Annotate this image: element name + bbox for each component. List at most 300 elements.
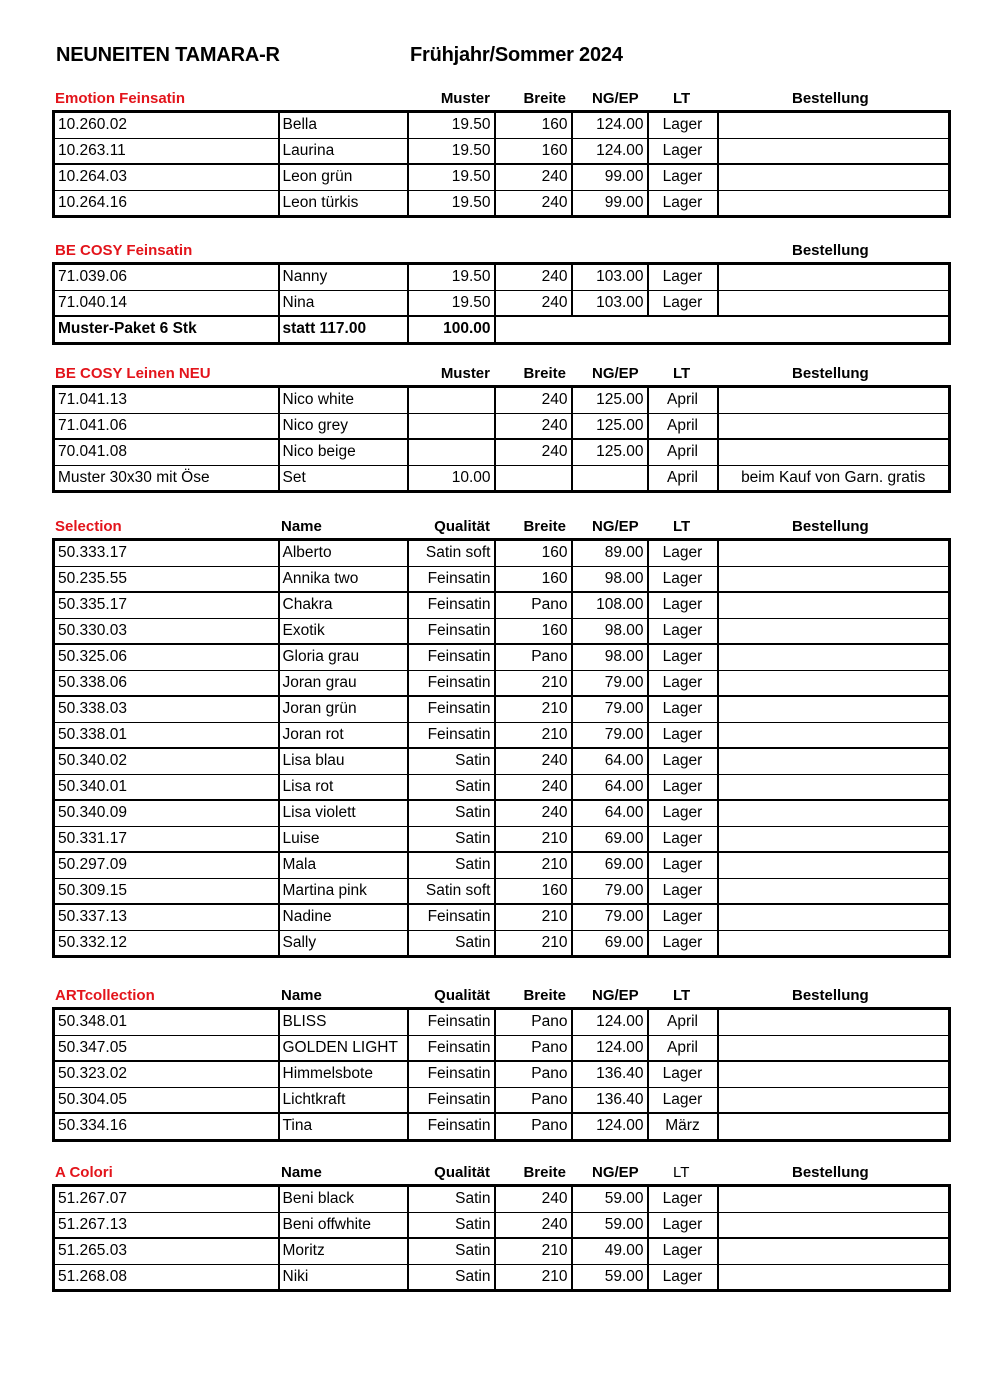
table-row — [54, 540, 950, 567]
article-number: 50.332.12 — [54, 930, 279, 957]
product-name: Lisa blau — [279, 748, 408, 774]
category-title: BE COSY Feinsatin — [55, 242, 193, 259]
column-header-price: NG/EP — [592, 1164, 639, 1181]
order-cell[interactable] — [718, 1009, 950, 1036]
quality-or-sample: 19.50 — [408, 164, 495, 190]
width: 160 — [495, 618, 572, 644]
delivery-time: Lager — [648, 1212, 718, 1238]
column-header-lt: LT — [673, 987, 691, 1004]
article-number: 51.268.08 — [54, 1264, 279, 1291]
quality-or-sample: Satin — [408, 774, 495, 800]
price: 79.00 — [572, 722, 648, 748]
price: 124.00 — [572, 1035, 648, 1061]
quality-or-sample: Satin — [408, 852, 495, 878]
category-title: Selection — [55, 518, 122, 535]
delivery-time: Lager — [648, 826, 718, 852]
table-row — [54, 670, 950, 696]
table-row — [54, 1035, 950, 1061]
column-header-width: Breite — [523, 987, 566, 1004]
width: 240 — [495, 387, 572, 414]
article-number: 50.235.55 — [54, 566, 279, 592]
quality-or-sample: Satin — [408, 800, 495, 826]
price: 89.00 — [572, 540, 648, 567]
column-header-quality: Muster — [440, 90, 490, 107]
order-cell[interactable]: beim Kauf von Garn. gratis — [718, 465, 950, 492]
order-cell[interactable] — [718, 439, 950, 465]
product-name: Himmelsbote — [279, 1061, 408, 1087]
width: 240 — [495, 800, 572, 826]
quality-or-sample: 19.50 — [408, 190, 495, 217]
price: 64.00 — [572, 748, 648, 774]
article-number: 70.041.08 — [54, 439, 279, 465]
column-header-lt: LT — [673, 365, 691, 382]
order-cell[interactable] — [718, 800, 950, 826]
price: 79.00 — [572, 670, 648, 696]
delivery-time: Lager — [648, 696, 718, 722]
delivery-time: Lager — [648, 164, 718, 190]
column-header-width: Breite — [523, 365, 566, 382]
article-number: 50.348.01 — [58, 1013, 127, 1031]
table-row — [54, 112, 950, 139]
table-row — [54, 592, 950, 618]
article-number: 50.309.15 — [54, 878, 279, 904]
quality-or-sample: Feinsatin — [408, 1087, 495, 1113]
article-number: 10.264.03 — [54, 164, 279, 190]
table-row — [54, 164, 950, 190]
product-name: Gloria grau — [279, 644, 408, 670]
column-header-name: Name — [281, 518, 322, 535]
product-name: Nanny — [279, 264, 408, 291]
product-name: Bella — [279, 112, 408, 139]
table-row — [54, 800, 950, 826]
order-cell[interactable] — [718, 540, 950, 567]
width: 210 — [495, 696, 572, 722]
section-header — [52, 361, 948, 385]
column-header-quality: Muster — [440, 365, 490, 382]
price: 64.00 — [572, 774, 648, 800]
quality-or-sample — [408, 387, 495, 414]
delivery-time: April — [648, 439, 718, 465]
product-name: Alberto — [279, 540, 408, 567]
product-name: Lisa violett — [279, 800, 408, 826]
article-number: 50.331.17 — [54, 826, 279, 852]
article-number: 10.260.02 — [58, 116, 127, 134]
quality-or-sample: Feinsatin — [408, 1113, 495, 1140]
table-row — [54, 1009, 950, 1036]
column-header-lt: LT — [673, 1164, 690, 1181]
column-header-name: Name — [281, 1164, 322, 1181]
product-table — [52, 1007, 951, 1142]
section-be-cosy-feinsatin — [52, 238, 948, 345]
article-number: 50.340.01 — [54, 774, 279, 800]
product-table — [52, 385, 951, 493]
price: 99.00 — [572, 190, 648, 217]
product-name: BLISS — [279, 1009, 408, 1036]
order-cell[interactable] — [718, 1186, 950, 1213]
order-cell[interactable] — [718, 112, 950, 139]
table-row — [54, 264, 950, 291]
delivery-time: Lager — [648, 112, 718, 139]
table-row — [54, 748, 950, 774]
width: 210 — [495, 670, 572, 696]
table-row — [54, 290, 950, 316]
section-header — [52, 238, 948, 262]
article-number: 51.265.03 — [54, 1238, 279, 1264]
table-row — [54, 1186, 950, 1213]
order-cell[interactable] — [718, 592, 950, 618]
article-number: 50.334.16 — [54, 1113, 279, 1140]
order-cell[interactable] — [718, 1238, 950, 1264]
order-cell[interactable] — [718, 138, 950, 164]
price: 103.00 — [572, 264, 648, 291]
table-row — [54, 826, 950, 852]
delivery-time: Lager — [648, 290, 718, 316]
product-table — [52, 538, 951, 958]
width: 240 — [495, 290, 572, 316]
delivery-time: Lager — [648, 774, 718, 800]
delivery-time: Lager — [648, 800, 718, 826]
order-cell[interactable] — [718, 722, 950, 748]
price: 98.00 — [572, 644, 648, 670]
product-name: Tina — [279, 1113, 408, 1140]
product-name: Leon grün — [279, 164, 408, 190]
article-number: 50.335.17 — [54, 592, 279, 618]
column-header-order: Bestellung — [792, 518, 869, 535]
package-label: Muster-Paket 6 Stk — [54, 316, 279, 343]
width: 240 — [495, 190, 572, 217]
order-cell[interactable] — [718, 904, 950, 930]
section-header — [52, 86, 948, 110]
delivery-time: Lager — [648, 566, 718, 592]
order-cell[interactable] — [718, 413, 950, 439]
table-row — [54, 413, 950, 439]
product-name: Joran rot — [279, 722, 408, 748]
price: 79.00 — [572, 904, 648, 930]
article-number: 50.338.06 — [54, 670, 279, 696]
product-name: Mala — [279, 852, 408, 878]
order-cell[interactable] — [718, 290, 950, 316]
delivery-time: Lager — [648, 1061, 718, 1087]
price: 79.00 — [572, 696, 648, 722]
product-name: Niki — [279, 1264, 408, 1291]
width: 240 — [495, 439, 572, 465]
table-row — [54, 1113, 950, 1140]
section-be-cosy-leinen-neu — [52, 361, 948, 493]
product-table — [52, 110, 951, 218]
quality-or-sample: Feinsatin — [408, 670, 495, 696]
article-number: 50.338.03 — [54, 696, 279, 722]
order-cell[interactable] — [718, 264, 950, 291]
order-cell[interactable] — [718, 826, 950, 852]
article-number: 71.041.06 — [54, 413, 279, 439]
delivery-time: Lager — [648, 264, 718, 291]
delivery-time: Lager — [648, 852, 718, 878]
price: 124.00 — [572, 138, 648, 164]
quality-or-sample: Feinsatin — [408, 696, 495, 722]
quality-or-sample: Feinsatin — [408, 644, 495, 670]
article-number: 50.340.09 — [54, 800, 279, 826]
article-number: 50.330.03 — [54, 618, 279, 644]
order-cell[interactable] — [718, 1264, 950, 1291]
order-cell[interactable] — [718, 1035, 950, 1061]
price: 125.00 — [572, 439, 648, 465]
price: 136.40 — [572, 1087, 648, 1113]
price: 124.00 — [572, 1113, 648, 1140]
quality-or-sample: Feinsatin — [408, 1009, 495, 1036]
order-cell[interactable] — [718, 1113, 950, 1140]
table-row — [54, 904, 950, 930]
price: 69.00 — [572, 826, 648, 852]
quality-or-sample: 10.00 — [408, 465, 495, 492]
product-name: Joran grün — [279, 696, 408, 722]
order-cell[interactable] — [718, 930, 950, 957]
delivery-time: Lager — [648, 722, 718, 748]
order-cell[interactable] — [718, 852, 950, 878]
product-name: Nico beige — [279, 439, 408, 465]
product-name: Annika two — [279, 566, 408, 592]
price: 136.40 — [572, 1061, 648, 1087]
width: 210 — [495, 904, 572, 930]
width: 210 — [495, 1264, 572, 1291]
width: Pano — [495, 1113, 572, 1140]
width: 240 — [495, 164, 572, 190]
product-name: Joran grau — [279, 670, 408, 696]
quality-or-sample: Satin — [408, 1212, 495, 1238]
width: Pano — [495, 592, 572, 618]
product-name: Martina pink — [279, 878, 408, 904]
order-cell[interactable] — [718, 1061, 950, 1087]
price: 59.00 — [572, 1264, 648, 1291]
product-name: Lisa rot — [279, 774, 408, 800]
width: 240 — [495, 1212, 572, 1238]
column-header-lt: LT — [673, 90, 691, 107]
width: Pano — [495, 644, 572, 670]
table-row — [54, 387, 950, 414]
quality-or-sample: 19.50 — [408, 290, 495, 316]
category-title: A Colori — [55, 1164, 113, 1181]
article-number: 50.347.05 — [54, 1035, 279, 1061]
order-cell[interactable] — [718, 566, 950, 592]
delivery-time: Lager — [648, 904, 718, 930]
article-number: 50.325.06 — [54, 644, 279, 670]
product-name: Luise — [279, 826, 408, 852]
column-header-order: Bestellung — [792, 90, 869, 107]
price: 99.00 — [572, 164, 648, 190]
quality-or-sample: Feinsatin — [408, 1035, 495, 1061]
article-number: 10.263.11 — [54, 138, 279, 164]
width: 240 — [495, 264, 572, 291]
quality-or-sample: 19.50 — [408, 112, 495, 139]
width: 160 — [495, 878, 572, 904]
delivery-time: Lager — [648, 1087, 718, 1113]
width: 160 — [495, 540, 572, 567]
order-cell[interactable] — [718, 748, 950, 774]
width: 210 — [495, 826, 572, 852]
price — [572, 465, 648, 492]
order-cell[interactable] — [718, 878, 950, 904]
product-name: Sally — [279, 930, 408, 957]
delivery-time: Lager — [648, 1186, 718, 1213]
article-number: 50.304.05 — [54, 1087, 279, 1113]
quality-or-sample: Feinsatin — [408, 1061, 495, 1087]
table-row — [54, 1264, 950, 1291]
column-header-price: NG/EP — [592, 518, 639, 535]
quality-or-sample: 19.50 — [408, 138, 495, 164]
table-row — [54, 1212, 950, 1238]
category-title: BE COSY Leinen NEU — [55, 365, 211, 382]
price: 98.00 — [572, 566, 648, 592]
width: 240 — [495, 774, 572, 800]
order-cell[interactable] — [718, 644, 950, 670]
quality-or-sample: 19.50 — [408, 264, 495, 291]
delivery-time: April — [648, 387, 718, 414]
product-name: Beni black — [279, 1186, 408, 1213]
column-header-order: Bestellung — [792, 1164, 869, 1181]
price: 79.00 — [572, 878, 648, 904]
table-row — [54, 722, 950, 748]
column-header-order: Bestellung — [792, 365, 869, 382]
width: Pano — [495, 1009, 572, 1036]
width: 240 — [495, 748, 572, 774]
table-row — [54, 930, 950, 957]
price: 49.00 — [572, 1238, 648, 1264]
quality-or-sample: Feinsatin — [408, 592, 495, 618]
price: 103.00 — [572, 290, 648, 316]
section-selection — [52, 514, 948, 958]
quality-or-sample: Satin — [408, 1238, 495, 1264]
column-header-price: NG/EP — [592, 90, 639, 107]
delivery-time: Lager — [648, 540, 718, 567]
delivery-time: April — [648, 1009, 718, 1036]
table-row — [54, 439, 950, 465]
table-row — [54, 644, 950, 670]
article-number: 10.264.16 — [54, 190, 279, 217]
product-name: Nadine — [279, 904, 408, 930]
table-row — [54, 1061, 950, 1087]
width: 240 — [495, 1186, 572, 1213]
product-name: Leon türkis — [279, 190, 408, 217]
column-header-price: NG/EP — [592, 987, 639, 1004]
delivery-time: April — [648, 465, 718, 492]
article-number: 50.338.01 — [54, 722, 279, 748]
article-number: Muster 30x30 mit Öse — [54, 465, 279, 492]
package-order-cell[interactable] — [495, 316, 950, 343]
table-row — [54, 878, 950, 904]
order-cell[interactable] — [718, 190, 950, 217]
article-number: 50.323.02 — [54, 1061, 279, 1087]
column-header-quality: Qualität — [434, 518, 490, 535]
section-header — [52, 514, 948, 538]
price: 108.00 — [572, 592, 648, 618]
table-row — [54, 696, 950, 722]
price: 59.00 — [572, 1212, 648, 1238]
order-cell[interactable] — [718, 618, 950, 644]
price: 125.00 — [572, 387, 648, 414]
column-header-width: Breite — [523, 1164, 566, 1181]
column-header-width: Breite — [523, 518, 566, 535]
quality-or-sample: Satin — [408, 1186, 495, 1213]
section-emotion-feinsatin — [52, 86, 948, 218]
delivery-time: April — [648, 413, 718, 439]
column-header-lt: LT — [673, 518, 691, 535]
quality-or-sample — [408, 413, 495, 439]
order-cell[interactable] — [718, 696, 950, 722]
delivery-time: Lager — [648, 592, 718, 618]
width: 160 — [495, 566, 572, 592]
price: 69.00 — [572, 930, 648, 957]
price: 59.00 — [572, 1186, 648, 1213]
order-cell[interactable] — [718, 387, 950, 414]
table-row — [54, 190, 950, 217]
order-cell[interactable] — [718, 164, 950, 190]
article-number: 71.040.14 — [54, 290, 279, 316]
order-cell[interactable] — [718, 670, 950, 696]
quality-or-sample: Satin — [408, 930, 495, 957]
section-a-colori — [52, 1160, 948, 1292]
price: 124.00 — [572, 1009, 648, 1036]
section-artcollection — [52, 983, 948, 1142]
order-cell[interactable] — [718, 1087, 950, 1113]
delivery-time: Lager — [648, 670, 718, 696]
price: 98.00 — [572, 618, 648, 644]
width: 240 — [495, 413, 572, 439]
product-name: Moritz — [279, 1238, 408, 1264]
table-row — [54, 566, 950, 592]
width: 160 — [495, 138, 572, 164]
article-number: 71.039.06 — [58, 268, 127, 286]
product-table — [52, 1184, 951, 1292]
quality-or-sample: Feinsatin — [408, 722, 495, 748]
product-name: Lichtkraft — [279, 1087, 408, 1113]
product-name: Nina — [279, 290, 408, 316]
table-row — [54, 852, 950, 878]
season-title: Frühjahr/Sommer 2024 — [410, 44, 623, 66]
product-name: Exotik — [279, 618, 408, 644]
product-name: Laurina — [279, 138, 408, 164]
price: 64.00 — [572, 800, 648, 826]
table-row — [54, 465, 950, 492]
article-number: 50.333.17 — [58, 544, 127, 562]
table-row — [54, 1238, 950, 1264]
package-price: 100.00 — [408, 316, 495, 343]
product-name: Beni offwhite — [279, 1212, 408, 1238]
quality-or-sample: Feinsatin — [408, 618, 495, 644]
article-number: 50.337.13 — [54, 904, 279, 930]
table-row — [54, 1087, 950, 1113]
delivery-time: Lager — [648, 748, 718, 774]
section-header — [52, 983, 948, 1007]
width — [495, 465, 572, 492]
order-cell[interactable] — [718, 1212, 950, 1238]
quality-or-sample: Satin — [408, 748, 495, 774]
delivery-time: Lager — [648, 644, 718, 670]
article-number: 51.267.07 — [58, 1190, 127, 1208]
table-row — [54, 618, 950, 644]
table-row — [54, 774, 950, 800]
delivery-time: Lager — [648, 930, 718, 957]
article-number: 50.297.09 — [54, 852, 279, 878]
article-number: 50.340.02 — [54, 748, 279, 774]
delivery-time: März — [648, 1113, 718, 1140]
order-cell[interactable] — [718, 774, 950, 800]
article-number: 71.041.13 — [58, 391, 127, 409]
product-table — [52, 262, 951, 345]
column-header-price: NG/EP — [592, 365, 639, 382]
width: 210 — [495, 1238, 572, 1264]
width: Pano — [495, 1087, 572, 1113]
quality-or-sample — [408, 439, 495, 465]
product-name: GOLDEN LIGHT — [279, 1035, 408, 1061]
